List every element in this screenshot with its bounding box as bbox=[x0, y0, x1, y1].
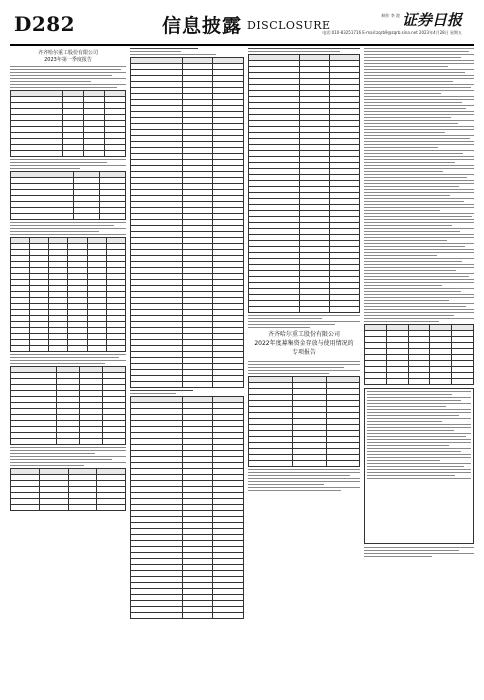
article-columns bbox=[10, 48, 474, 692]
balance-sheet-table bbox=[130, 57, 244, 388]
report-period-name: 2023年第一季度报告 bbox=[44, 57, 92, 63]
fund-usage-table bbox=[248, 376, 360, 467]
column-4 bbox=[364, 48, 474, 692]
special-report-intro-text bbox=[248, 361, 360, 374]
special-report-company: 齐齐哈尔重工股份有限公司 bbox=[267, 331, 340, 338]
preferred-shares-table bbox=[10, 468, 126, 511]
report-body-text-3 bbox=[10, 222, 126, 235]
contact-line: 电话:010-83251716 E-mail:zqrb9@zqrb.sina.net 2023年4月28日 星期五 bbox=[322, 30, 462, 35]
report-company-name: 齐齐哈尔重工股份有限公司 bbox=[37, 50, 98, 56]
masthead bbox=[10, 8, 474, 46]
balance-sheet-heading-text bbox=[130, 48, 244, 55]
newspaper-logo: 证券日报 bbox=[401, 11, 462, 29]
special-report-line2: 专项报告 bbox=[291, 349, 316, 356]
section-title-en: DISCLOSURE bbox=[247, 19, 331, 32]
non-recurring-items-table bbox=[10, 171, 126, 220]
shareholders-table bbox=[10, 237, 126, 352]
report-body-text-4 bbox=[10, 354, 126, 364]
page-number: D282 bbox=[14, 12, 76, 36]
cash-flow-heading-text bbox=[248, 48, 360, 52]
report-title bbox=[10, 50, 126, 64]
column-3 bbox=[248, 48, 360, 692]
section-title: 信息披露 bbox=[162, 15, 243, 37]
report-body-text-5 bbox=[10, 447, 126, 466]
fund-usage-comparison-box bbox=[364, 388, 474, 544]
editor-line: 制作 李 波 bbox=[381, 13, 400, 18]
column4-body-text-2 bbox=[364, 547, 474, 557]
special-report-body-text bbox=[248, 469, 360, 491]
financial-data-table-1 bbox=[10, 90, 126, 157]
income-statement-heading-text bbox=[130, 390, 244, 394]
column4-body-text-1 bbox=[364, 48, 474, 322]
special-report-line1: 2022年度募集资金存放与使用情况的 bbox=[254, 340, 354, 347]
cash-flow-notes-text bbox=[248, 315, 360, 328]
fund-project-table bbox=[364, 324, 474, 385]
column-1 bbox=[10, 48, 126, 692]
report-body-text-2 bbox=[10, 159, 126, 169]
column-2 bbox=[130, 48, 244, 692]
cash-flow-table bbox=[248, 54, 360, 313]
income-statement-table bbox=[130, 396, 244, 619]
special-report-title bbox=[248, 330, 360, 357]
report-body-text-1 bbox=[10, 66, 126, 88]
top-unrestricted-shareholders-table bbox=[10, 366, 126, 445]
